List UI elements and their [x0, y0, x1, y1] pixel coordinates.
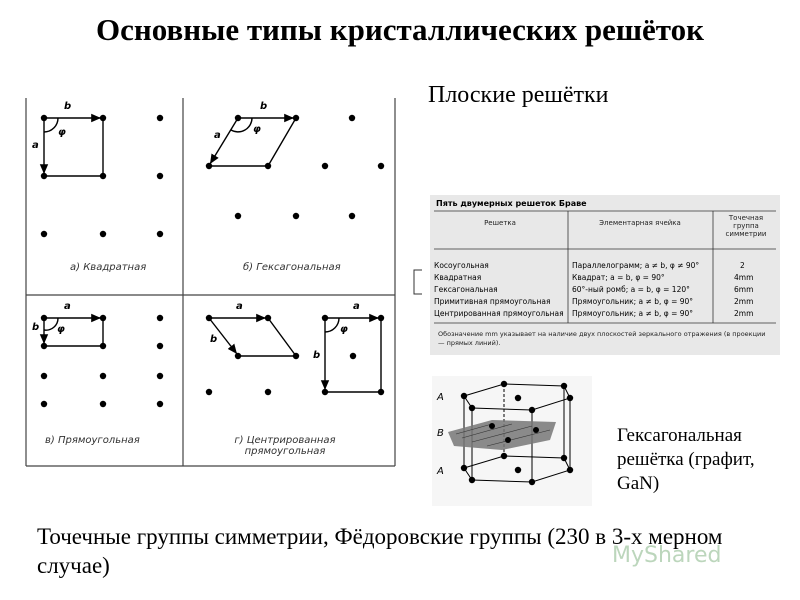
hex-lattice-caption: Гексагональная решётка (графит, GaN) [617, 425, 755, 494]
panel-frame [26, 98, 395, 466]
table-row: Центрированная прямоугольная Прямоугольник; a ≠ b, φ = 90° 2mm [434, 309, 754, 318]
panel-caption-hexagonal: б) Гексагональная [243, 262, 341, 273]
vector-a-label: a [64, 301, 71, 312]
vector-b-label: b [313, 350, 321, 361]
table-row: Квадратная Квадрат; a = b, φ = 90° 4mm [434, 273, 754, 282]
table-note: Обозначение mm указывает на наличие двух плоскостей зеркального отражения (в проекции — прямых линий). [438, 330, 766, 347]
table-caption: Пять двумерных решеток Браве [436, 199, 587, 208]
bravais-table [430, 195, 780, 355]
panel-caption-rectangular: в) Прямоугольная [45, 435, 140, 446]
table-row: Примитивная прямоугольная Прямоугольник; a ≠ b, φ = 90° 2mm [434, 297, 754, 306]
table-row: Косоугольная Параллелограмм; a ≠ b, φ ≠ 90° 2 [434, 261, 745, 270]
table-header: Точечная группа симметрии [725, 214, 767, 238]
layer-label-a: A [437, 466, 444, 477]
panel-caption-centered: г) Центрированная прямоугольная [234, 435, 336, 457]
page-title: Основные типы кристаллических решёток [96, 12, 704, 47]
lattice-diagrams [0, 0, 420, 480]
hex-3d-lattice [432, 376, 592, 506]
vector-a-label: a [214, 130, 221, 141]
bracket-marker [408, 268, 428, 298]
layer-label-a: A [437, 392, 444, 403]
subtitle-flat-lattices: Плоские решётки [428, 82, 609, 108]
angle-phi-label: φ [340, 324, 348, 335]
angle-phi-label: φ [253, 124, 261, 135]
vector-b-label: b [210, 334, 218, 345]
oblique-lattice [206, 315, 299, 395]
centered-rect-lattice [322, 315, 384, 395]
vector-b-label: b [260, 101, 268, 112]
layer-label-b: B [437, 428, 444, 439]
table-row: Гексагональная 60°-ный ромб; a = b, φ = 120° 6mm [434, 285, 754, 294]
vector-a-label: a [32, 140, 39, 151]
table-header: Элементарная ячейка [599, 219, 681, 227]
hex-lattice [206, 115, 384, 219]
vector-a-label: a [353, 301, 360, 312]
vector-a-label: a [236, 301, 243, 312]
table-header: Решетка [484, 219, 516, 227]
footer-text: Точечные группы симметрии, Фёдоровские группы (230 в 3-х мерном случае) [37, 524, 723, 578]
angle-phi-label: φ [57, 324, 65, 335]
panel-caption-square: а) Квадратная [70, 262, 147, 273]
angle-phi-label: φ [58, 127, 66, 138]
vector-b-label: b [32, 322, 40, 333]
watermark: MyShared [612, 543, 722, 568]
vector-b-label: b [64, 101, 72, 112]
